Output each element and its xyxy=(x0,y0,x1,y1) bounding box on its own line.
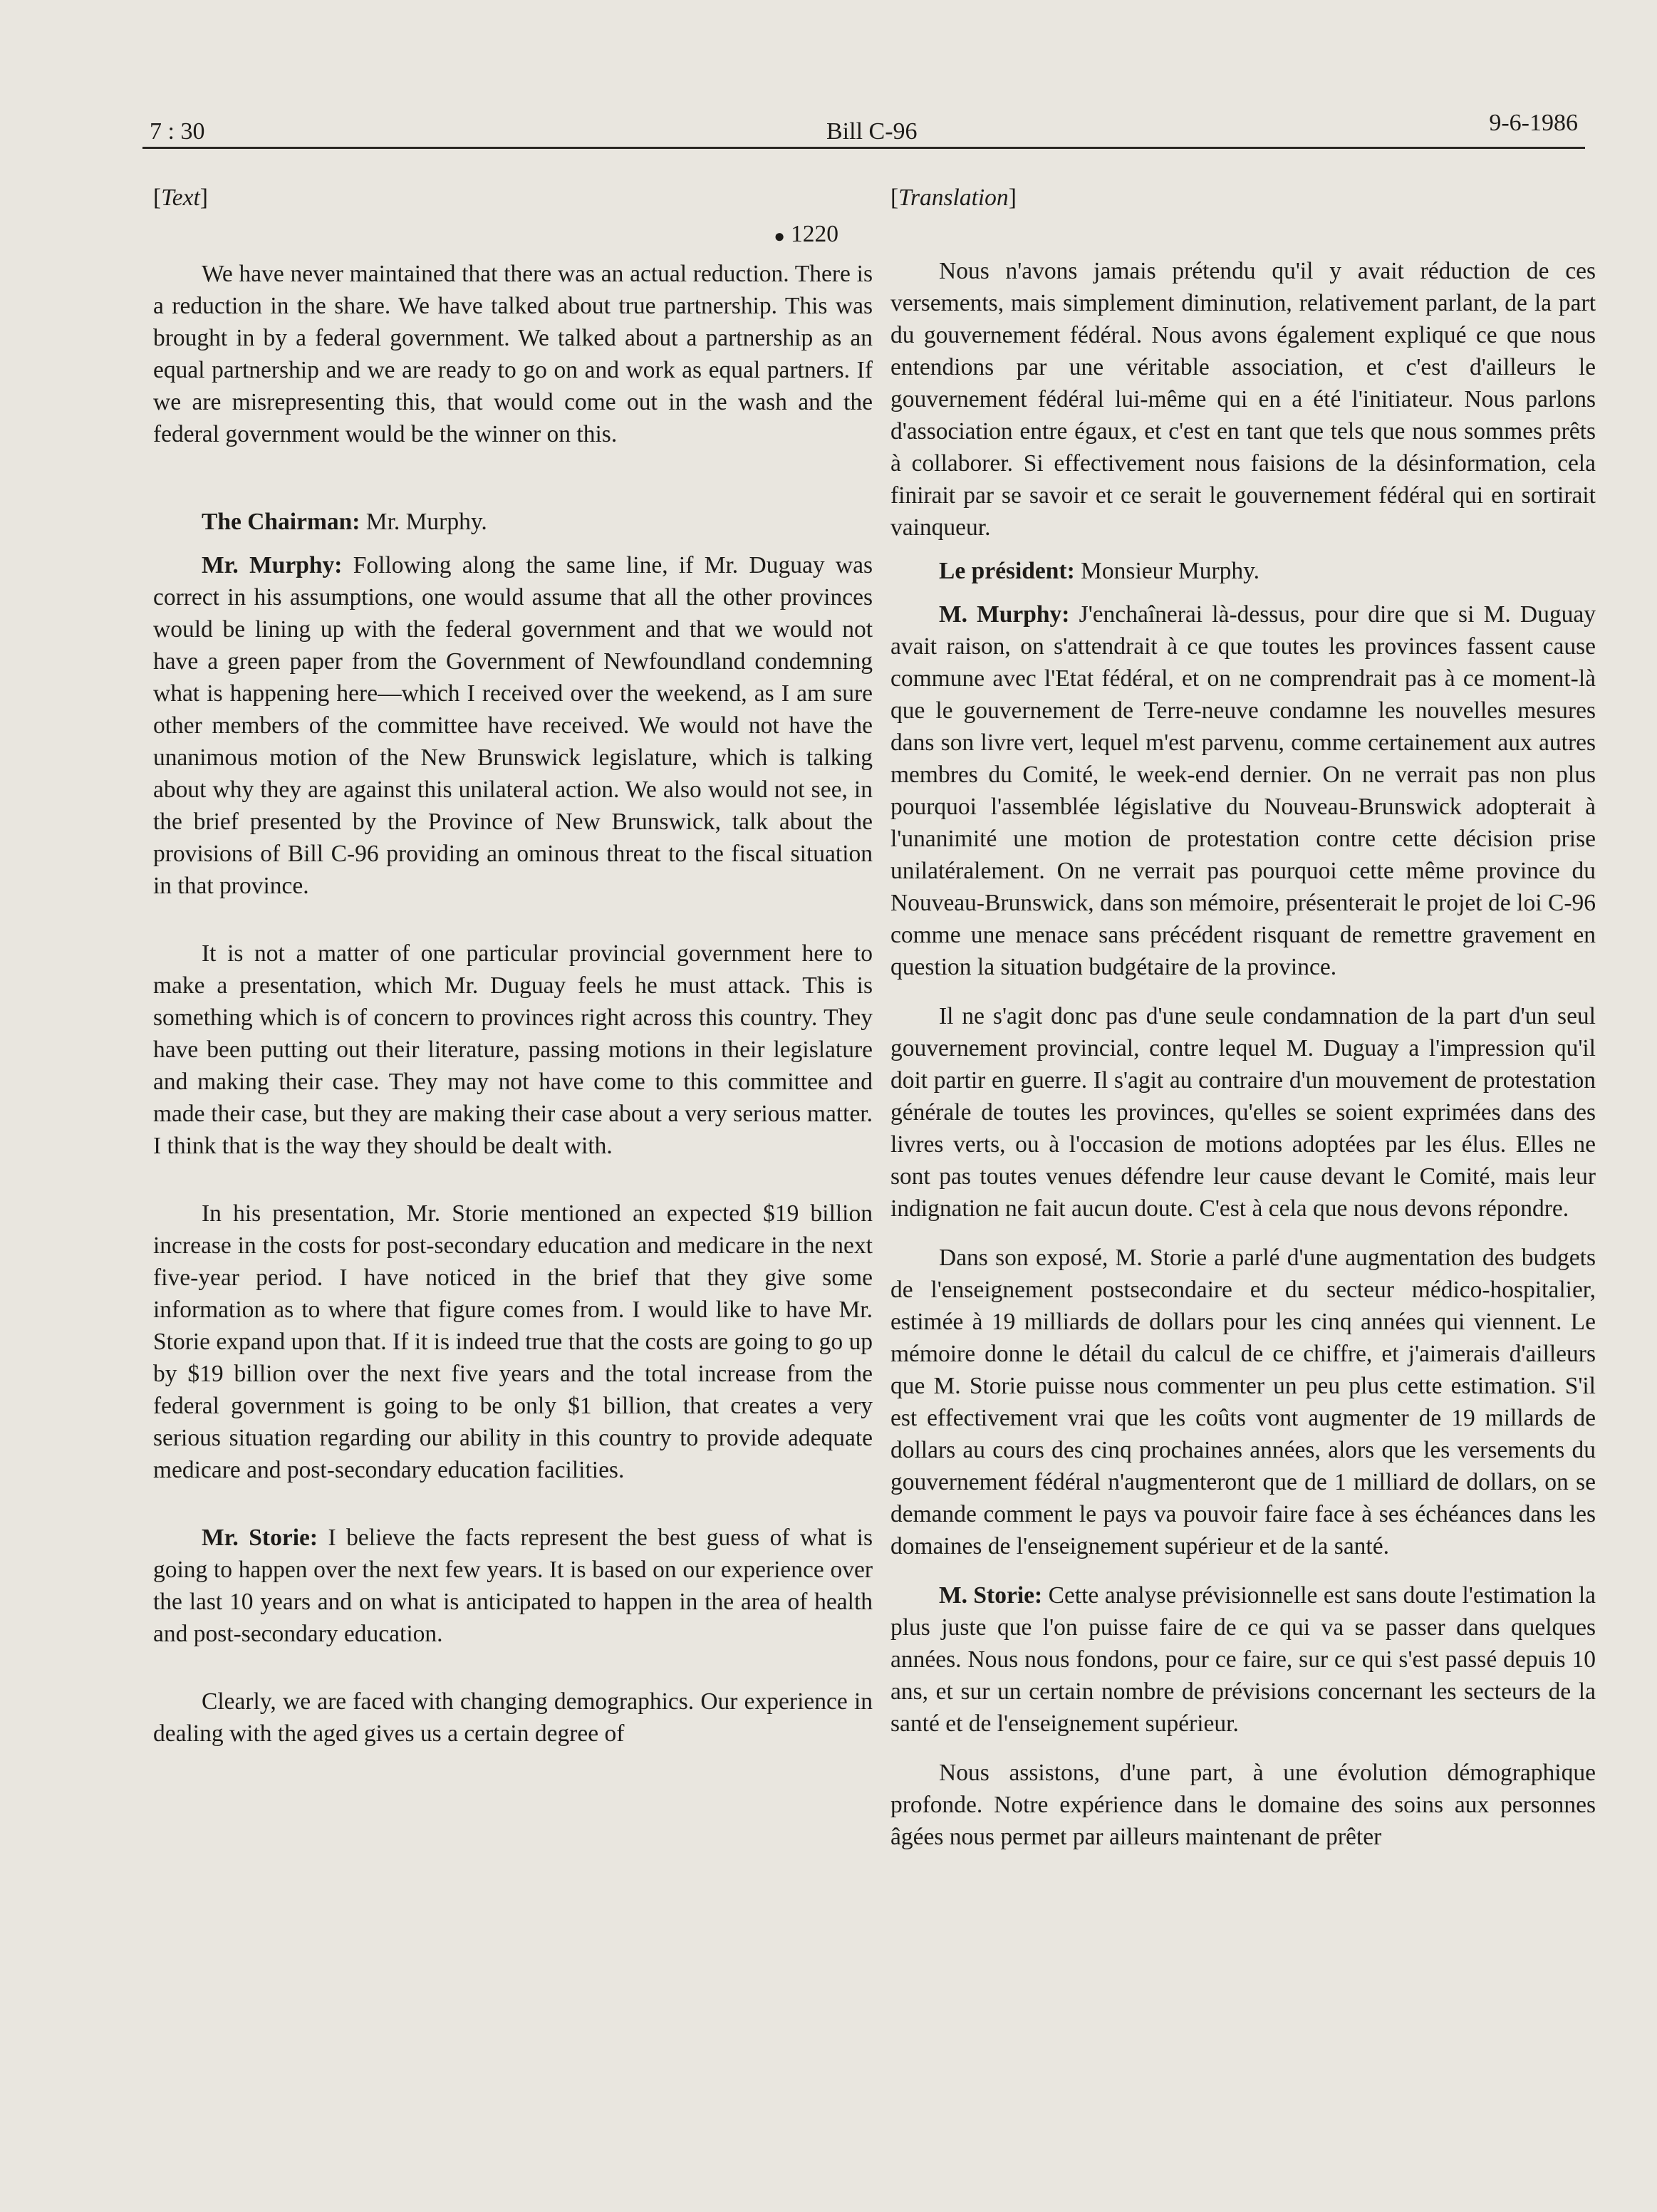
paragraph: Nous assistons, d'une part, à une évolution démographique profonde. Notre expérience dans le domaine des soins aux personnes âgées nous permet par ailleurs maintenant de prêter xyxy=(890,1760,1596,1850)
french-column xyxy=(890,182,1596,1853)
speaker-name: Le président: xyxy=(939,558,1075,584)
document-date: 9-6-1986 xyxy=(1489,110,1578,136)
paragraph: Nous n'avons jamais prétendu qu'il y avait réduction de ces versements, mais simplement diminution, relativement parlant, de la part du gouvernement fédéral. Nous avons également expliqué ce que nous entendions par une véritable association, et c'est d'ailleurs le gouvernement fédéral lui-même qui en a été l'initiateur. Nous parlons d'association entre égaux, et c'est en tant que tels que nous sommes prêts à collaborer. Si effectivement nous faisions de la désinformation, cela finirait par se savoir et ce serait le gouvernement fédéral qui en sortirait vainqueur. xyxy=(890,258,1596,541)
language-tag: [Text] xyxy=(153,185,208,211)
bullet-icon: ● xyxy=(774,225,785,246)
speaker-name: M. Murphy: xyxy=(939,601,1070,628)
language-tag: [Translation] xyxy=(890,185,1017,211)
language-tag-label: Translation xyxy=(898,185,1009,211)
paragraph: Clearly, we are faced with changing demographics. Our experience in dealing with the aged gives us a certain degree of xyxy=(153,1688,873,1747)
speech-text: I believe the facts represent the best guess of what is going to happen over the next few years. It is based on our experience over the last 10 years and on what is anticipated to happen in the area of health and post-secondary education. xyxy=(153,1524,873,1647)
speech-text: Monsieur Murphy. xyxy=(1074,558,1260,584)
time-marker-value: 1220 xyxy=(791,221,838,247)
speech-text: Mr. Murphy. xyxy=(360,508,487,535)
english-column xyxy=(153,182,873,1750)
paragraph: In his presentation, Mr. Storie mentioned an expected $19 billion increase in the costs for post-secondary education and medicare in the next five-year period. I have noticed in the brief that they give some information as to where that figure comes from. I would like to have Mr. Storie expand upon that. If it is indeed true that the costs are going to go up by $19 billion over the next five years and the total increase from the federal government is going to be only $1 billion, that creates a very serious situation regarding our ability in this country to provide adequate medicare and post-secondary education facilities. xyxy=(153,1200,873,1483)
paragraph: Dans son exposé, M. Storie a parlé d'une augmentation des budgets de l'enseignement postsecondaire et du secteur médico-hospitalier, estimée à 19 milliards de dollars pour les cinq années qui viennent. Le mémoire donne le détail du calcul de ce chiffre, et j'aimerais d'ailleurs que M. Storie puisse nous commenter un peu plus cette estimation. S'il est effectivement vrai que les coûts vont augmenter de 19 millards de dollars au cours des cinq prochaines années, alors que les versements du gouvernement fédéral n'augmenteront que de 1 milliard de dollars, on se demande comment le pays va pouvoir faire face à ses échéances dans les domaines de l'enseignement supérieur et de la santé. xyxy=(890,1245,1596,1559)
speaker-paragraph xyxy=(153,1522,873,1650)
speaker-paragraph xyxy=(153,549,873,902)
speaker-name: Mr. Murphy: xyxy=(202,551,343,578)
paragraph: We have never maintained that there was an actual reduction. There is a reduction in the share. We have talked about true partnership. This was brought in by a federal government. We talked about a partnership as an equal partnership and we are ready to go on and work as equal partners. If we are misrepresenting this, that would come out in the wash and the federal government would be the winner on this. xyxy=(153,260,873,447)
page-reference: 7 : 30 xyxy=(150,118,205,145)
speaker-paragraph xyxy=(890,1579,1596,1740)
document-title: Bill C-96 xyxy=(826,118,918,145)
speaker-name: M. Storie: xyxy=(939,1582,1043,1609)
language-tag-label: Text xyxy=(161,185,200,211)
speaker-name: The Chairman: xyxy=(202,508,360,535)
time-marker xyxy=(153,218,873,252)
paragraph: It is not a matter of one particular provincial government here to make a presentation, which Mr. Duguay feels he must attack. This is something which is of concern to provinces right across this country. They have been putting out their literature, passing motions in their legislature and making their case. They may not have come to this committee and made their case, but they are making their case about a very serious matter. I think that is the way they should be dealt with. xyxy=(153,940,873,1159)
speaker-paragraph xyxy=(153,506,873,538)
speaker-paragraph xyxy=(890,598,1596,983)
speaker-name: Mr. Storie: xyxy=(202,1524,318,1551)
paragraph: Il ne s'agit donc pas d'une seule condamnation de la part d'un seul gouvernement provincial, contre lequel M. Duguay a l'impression qu'il doit partir en guerre. Il s'agit au contraire d'un mouvement de protestation générale de toutes les provinces, qu'elles se soient exprimées dans des livres verts, ou à l'occasion de motions adoptées par les élus. Elles ne sont pas toutes venues défendre leur cause devant le Comité, mais leur indignation ne fait aucun doute. C'est à cela que nous devons répondre. xyxy=(890,1003,1596,1222)
speech-text: Cette analyse prévisionnelle est sans doute l'estimation la plus juste que l'on puisse faire de ce qui va se passer dans quelques années. Nous nous fondons, pour ce faire, sur ce qui s'est passé depuis 10 ans, et sur un certain nombre de prévisions concernant les secteurs de la santé et de l'enseignement supérieur. xyxy=(890,1582,1596,1737)
speaker-paragraph xyxy=(890,555,1596,587)
speech-text: J'enchaînerai là-dessus, pour dire que si M. Duguay avait raison, on s'attendrait à ce que toutes les provinces fassent cause commune avec l'Etat fédéral, et on ne comprendrait pas à ce moment-là que le gouvernement de Terre-neuve condamne les nouvelles mesures dans son livre vert, lequel m'est parvenu, comme certainement aux autres membres du Comité, le week-end dernier. On ne verrait pas non plus pourquoi l'assemblée législative du Nouveau-Brunswick adopterait à l'unanimité une motion de protestation contre cette décision prise unilatéralement. On ne verrait pas pourquoi cette même province du Nouveau-Brunswick, dans son mémoire, présenterait le projet de loi C-96 comme une menace sans précédent risquant de remettre gravement en question la situation budgétaire de la province. xyxy=(890,601,1596,980)
speech-text: Following along the same line, if Mr. Duguay was correct in his assumptions, one would assume that all the other provinces would be lining up with the federal government and that we would not have a green paper from the Government of Newfoundland condemning what is happening here—which I received over the weekend, as I am sure other members of the committee have received. We would not have the unanimous motion of the New Brunswick legislature, which is talking about why they are against this unilateral action. We also would not see, in the brief presented by the Province of New Brunswick, talk about the provisions of Bill C-96 providing an ominous threat to the fiscal situation in that province. xyxy=(153,551,873,899)
page-header xyxy=(142,110,1585,149)
